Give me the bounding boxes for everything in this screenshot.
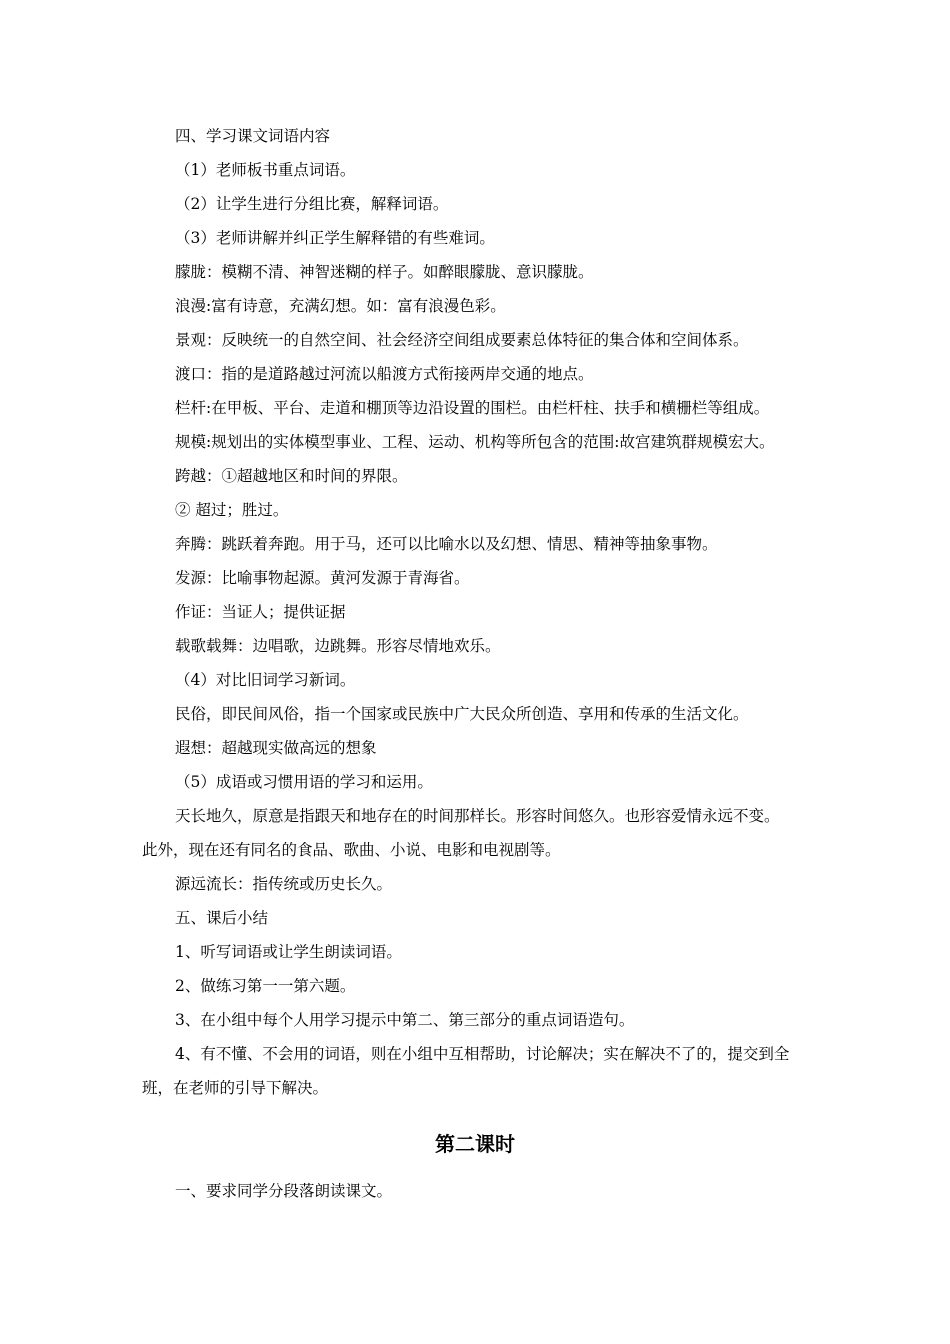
text-line: （2）让学生进行分组比赛，解释词语。 xyxy=(175,195,449,213)
vocab-entry: 源远流长：指传统或历史长久。 xyxy=(175,875,393,893)
text-line: （5）成语或习惯用语的学习和运用。 xyxy=(175,773,433,791)
vocab-entry: 天长地久，原意是指跟天和地存在的时间那样长。形容时间悠久。也形容爱情永远不变。 xyxy=(175,807,780,825)
section-heading-5: 五、课后小结 xyxy=(175,909,269,927)
vocab-entry: 浪漫:富有诗意，充满幻想。如：富有浪漫色彩。 xyxy=(175,297,506,315)
vocab-entry: 跨越：①超越地区和时间的界限。 xyxy=(175,467,408,485)
text-line: 一、要求同学分段落朗读课文。 xyxy=(175,1182,393,1200)
list-item-continued: 班，在老师的引导下解决。 xyxy=(142,1079,329,1097)
vocab-entry: 奔腾：跳跃着奔跑。用于马，还可以比喻水以及幻想、情思、精神等抽象事物。 xyxy=(175,535,718,553)
vocab-entry: 栏杆:在甲板、平台、走道和棚顶等边沿设置的围栏。由栏杆柱、扶手和横栅栏等组成。 xyxy=(175,399,770,417)
text-line: （1）老师板书重点词语。 xyxy=(175,161,356,179)
text-line: （4）对比旧词学习新词。 xyxy=(175,671,356,689)
vocab-entry: ② 超过；胜过。 xyxy=(175,501,289,519)
vocab-entry: 民俗，即民间风俗，指一个国家或民族中广大民众所创造、享用和传承的生活文化。 xyxy=(175,705,749,723)
vocab-entry-continued: 此外，现在还有同名的食品、歌曲、小说、电影和电视剧等。 xyxy=(142,841,561,859)
vocab-entry: 作证：当证人；提供证据 xyxy=(175,603,346,621)
vocab-entry: 载歌载舞：边唱歌，边跳舞。形容尽情地欢乐。 xyxy=(175,637,501,655)
text-line: （3）老师讲解并纠正学生解释错的有些难词。 xyxy=(175,229,495,247)
vocab-entry: 遐想：超越现实做高远的想象 xyxy=(175,739,377,757)
section-title: 第二课时 xyxy=(435,1132,515,1156)
list-item: 3、在小组中每个人用学习提示中第二、第三部分的重点词语造句。 xyxy=(175,1011,635,1029)
list-item: 4、有不懂、不会用的词语，则在小组中互相帮助，讨论解决；实在解决不了的，提交到全 xyxy=(175,1045,790,1063)
vocab-entry: 朦胧：模糊不清、神智迷糊的样子。如醉眼朦胧、意识朦胧。 xyxy=(175,263,594,281)
vocab-entry: 规模:规划出的实体模型事业、工程、运动、机构等所包含的范围:故宫建筑群规模宏大。 xyxy=(175,433,775,451)
section-heading-4: 四、学习课文词语内容 xyxy=(175,127,331,145)
list-item: 2、做练习第一一第六题。 xyxy=(175,977,356,995)
vocab-entry: 景观：反映统一的自然空间、社会经济空间组成要素总体特征的集合体和空间体系。 xyxy=(175,331,749,349)
vocab-entry: 渡口：指的是道路越过河流以船渡方式衔接两岸交通的地点。 xyxy=(175,365,594,383)
vocab-entry: 发源：比喻事物起源。黄河发源于青海省。 xyxy=(175,569,470,587)
list-item: 1、听写词语或让学生朗读词语。 xyxy=(175,943,402,961)
